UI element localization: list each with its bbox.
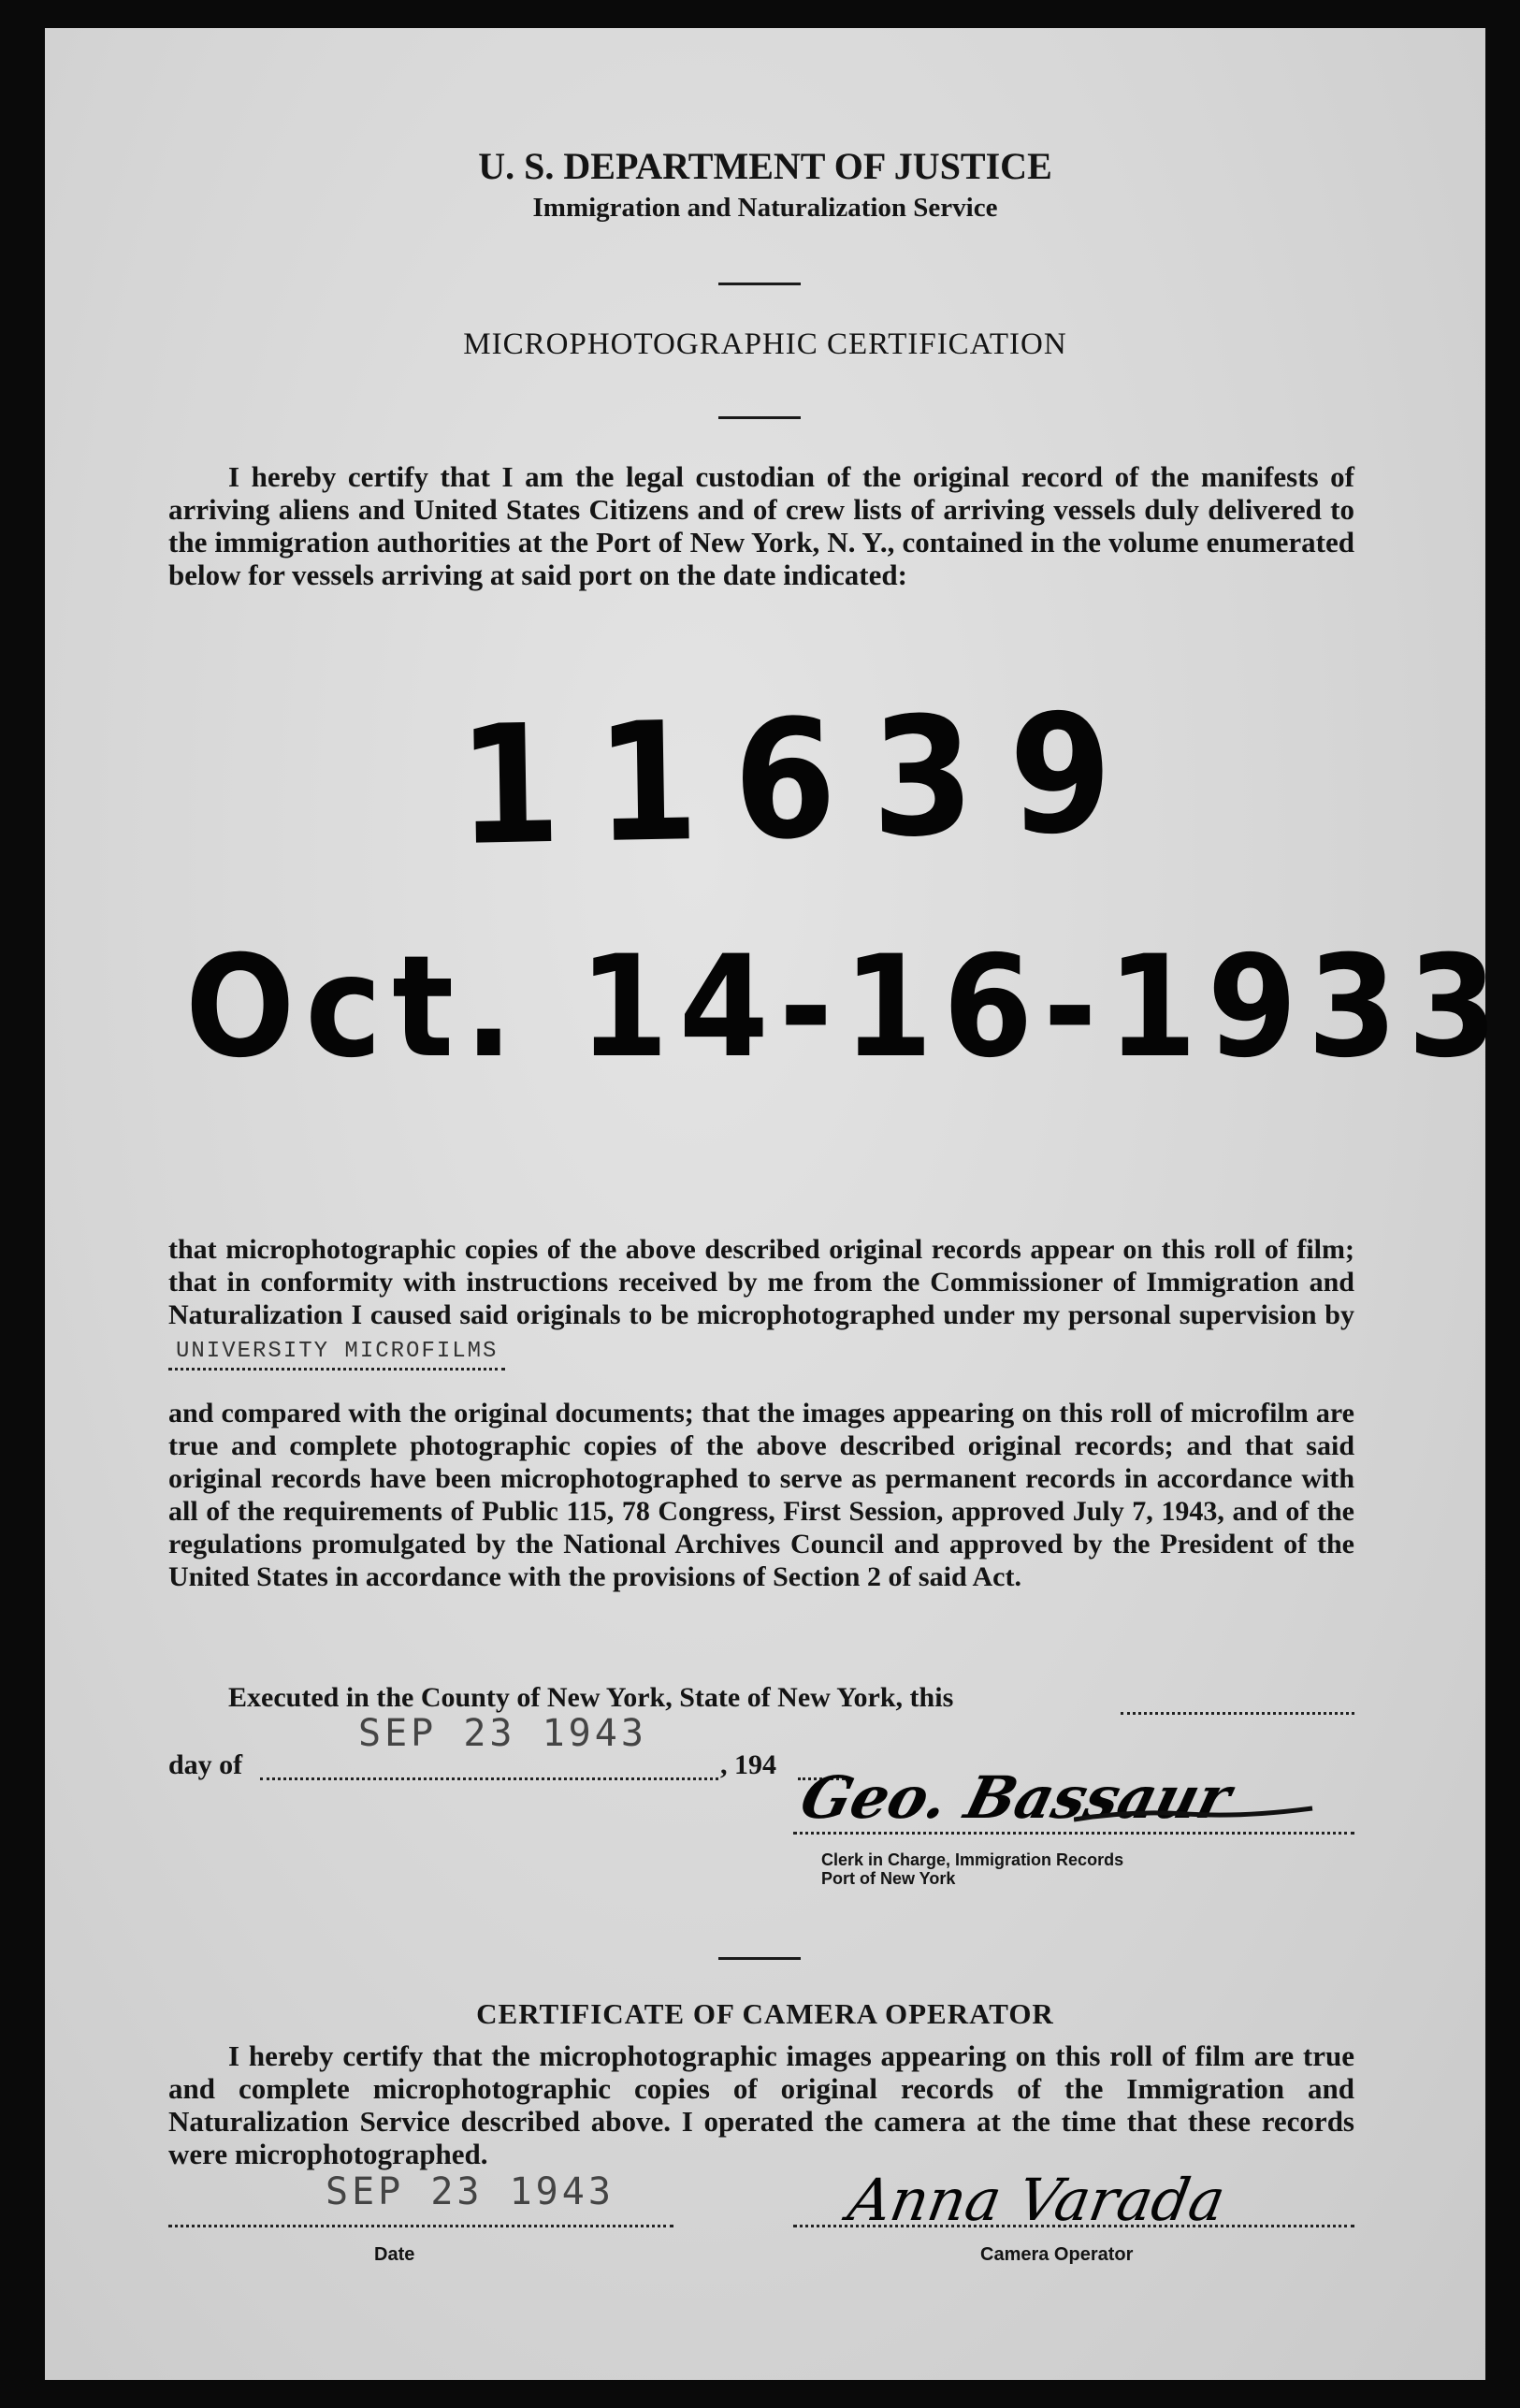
operator-signature-line — [793, 2225, 1354, 2227]
photographer-name: UNIVERSITY MICROFILMS — [168, 1335, 505, 1371]
date-line — [168, 2225, 673, 2227]
date-label: Date — [374, 2244, 415, 2265]
operator-signature: Anna Varada — [843, 2166, 1231, 2234]
service-subheading: Immigration and Naturalization Service — [532, 193, 998, 223]
year-prefix: , 194 — [720, 1749, 776, 1780]
body-text: that microphotographic copies of the above described original records appear on this roll of film; that in conformity with instructions received by me from the Commissioner of Immigration and Naturalization I caused said originals to be microphotographed under my personal supervision by — [168, 1234, 1354, 1330]
intro-paragraph: I hereby certify that I am the legal custodian of the original record of the manifests of arriving aliens and United States Citizens and of crew lists of arriving vessels duly delivered to the immigration authorities at the Port of New York, N. Y., contained in the volume enumerated below for vessels arriving at said port on the date indicated: — [168, 460, 1354, 591]
camera-operator-heading: CERTIFICATE OF CAMERA OPERATOR — [476, 1997, 1054, 2030]
clerk-title — [821, 1850, 1123, 1888]
handwritten-volume-number: 11639 — [456, 678, 1150, 882]
clerk-signature: Geo. Bassaur — [793, 1763, 1238, 1832]
body-paragraph-part2: and compared with the original documents; that the images appearing on this roll of microfilm are true and complete photographic copies of the above described original records; and that said original records have been microphotographed to serve as permanent records in accordance with all of the requirements of Public 115, 78 Congress, First Session, approved July 7, 1943, and of the regulations promulgated by the National Archives Council and approved by the President of the United States in accordance with the provisions of Section 2 of said Act. — [168, 1398, 1354, 1592]
body-paragraph-part1 — [168, 1233, 1354, 1371]
day-of-line — [260, 1777, 718, 1780]
operator-label: Camera Operator — [980, 2244, 1134, 2265]
section-title: MICROPHOTOGRAPHIC CERTIFICATION — [463, 327, 1067, 361]
camera-date-stamp: SEP 23 1943 — [326, 2170, 615, 2213]
clerk-title-line1: Clerk in Charge, Immigration Records — [821, 1850, 1124, 1869]
certificate-sheet — [45, 28, 1508, 2380]
divider — [718, 283, 801, 285]
clerk-signature-line — [793, 1832, 1354, 1835]
camera-operator-paragraph: I hereby certify that the microphotographic images appearing on this roll of film are true and complete microphotographic copies of original records of the Immigration and Naturalization Service described above. I operated the camera at the time that these records were microphotographed. — [168, 2039, 1354, 2170]
divider — [718, 416, 801, 419]
divider — [718, 1957, 801, 1960]
signature-flourish — [1074, 1801, 1317, 1829]
handwritten-dates: Oct. 14-16-1933 — [185, 926, 1508, 1089]
department-heading: U. S. DEPARTMENT OF JUSTICE — [478, 145, 1052, 187]
executed-text: Executed in the County of New York, State of New York, this — [228, 1682, 954, 1713]
executed-date-stamp: SEP 23 1943 — [358, 1712, 647, 1755]
clerk-title-line2: Port of New York — [821, 1869, 956, 1888]
day-of-label: day of — [168, 1749, 243, 1780]
day-number-line — [1121, 1712, 1354, 1715]
